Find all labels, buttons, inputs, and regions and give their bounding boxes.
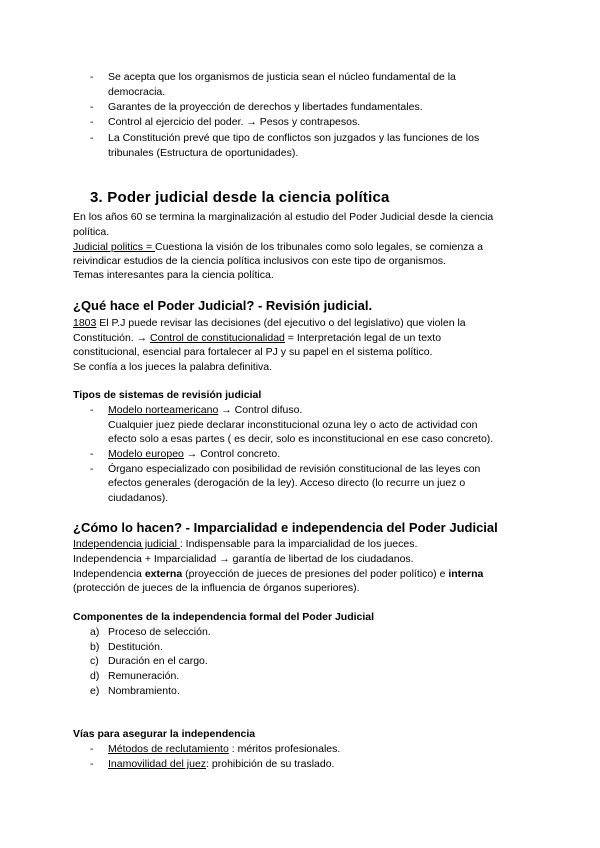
intro-bullet-4-line-2: tribunales (Estructura de oportunidades). (108, 147, 299, 159)
revision-line-2-post: = Interpretación legal de un texto (284, 332, 442, 344)
section-3-paragraph-line-1: En los años 60 se termina la marginalización al estudio del Poder Judicial desde la ciencia (73, 211, 494, 223)
list-item: Destitución. (108, 641, 163, 653)
equals-sign: = (143, 241, 155, 253)
bullet-mark: - (90, 758, 94, 770)
tipos-bullet-1-rest: → Control difuso. (218, 404, 303, 416)
vias-bullet-2 (108, 757, 508, 772)
revision-line-2 (73, 331, 441, 346)
judicial-politics-term: Judicial politics (73, 241, 144, 253)
tipos-bullet-3-line-3: ciudadanos). (108, 492, 169, 504)
revision-line-1-text: El P.J puede revisar las decisiones (del ejecutivo o del legislativo) que violen la (96, 317, 466, 329)
tipos-bullet-2 (108, 447, 508, 462)
vias-bullet-2-rest: : prohibición de su traslado. (206, 758, 335, 770)
list-item-number: d) (90, 670, 100, 682)
list-item-number: a) (90, 626, 100, 638)
intro-bullet-1-line-1: Se acepta que los organismos de justicia sean el núcleo fundamental de la (108, 71, 456, 83)
vias-heading: Vías para asegurar la independencia (73, 728, 256, 740)
section-3-heading: 3. Poder judicial desde la ciencia política (90, 189, 390, 206)
bullet-mark: - (90, 448, 94, 460)
modelo-norteamericano-term: Modelo norteamericano (108, 404, 219, 416)
tipos-bullet-1-line-3: efecto solo a esas partes ( es decir, solo es inconstitucional en ese caso concreto). (108, 433, 494, 445)
como-line-3-c: (proyección de jueces de presiones del poder político) e (182, 568, 449, 580)
bullet-mark: - (90, 463, 94, 475)
year-1803: 1803 (73, 317, 97, 329)
tipos-bullet-2-rest: → Control concreto. (183, 448, 281, 460)
intro-bullet-4-line-1: La Constitución prevé que tipo de conflictos son juzgados y las funciones de los (108, 132, 480, 144)
revision-line-4: Se confía a los jueces la palabra definitiva. (73, 361, 273, 373)
list-item: Remuneración. (108, 670, 180, 682)
como-line-1-rest: : Indispensable para la imparcialidad de los jueces. (179, 538, 418, 550)
como-line-2: Independencia + Imparcialidad → garantía de libertad de los ciudadanos. (73, 553, 414, 565)
revision-line-2-pre: Constitución. → (73, 332, 151, 344)
revision-line-1 (73, 316, 466, 331)
componentes-heading: Componentes de la independencia formal del Poder Judicial (73, 611, 375, 623)
control-constitucionalidad-term: Control de constitucionalidad (150, 332, 285, 344)
list-item: Duración en el cargo. (108, 655, 208, 667)
modelo-europeo-term: Modelo europeo (108, 448, 184, 460)
externa-term: externa (144, 568, 183, 580)
como-line-4: (protección de jueces de la influencia de órganos superiores). (73, 582, 360, 594)
que-hace-heading: ¿Qué hace el Poder Judicial? - Revisión judicial. (73, 298, 373, 313)
judicial-politics-line (73, 240, 483, 255)
tipos-bullet-1-line-2: Cualquier juez piede declarar inconstitucional ozuna ley o acto de actividad con (108, 419, 478, 431)
tipos-bullet-1 (108, 403, 508, 418)
vias-bullet-1-rest: : méritos profesionales. (228, 743, 341, 755)
metodos-reclutamiento-term: Métodos de reclutamiento (108, 743, 229, 755)
section-3-paragraph-line-2: política. (73, 226, 110, 238)
como-line-1 (73, 537, 417, 552)
intro-bullet-3: Control al ejercicio del poder. → Pesos y contrapesos. (108, 116, 361, 128)
list-item-number: e) (90, 685, 100, 697)
inamovilidad-juez-term: Inamovilidad del juez (108, 758, 207, 770)
list-item: Nombramiento. (108, 685, 180, 697)
list-item-number: c) (90, 655, 99, 667)
topics-line: Temas interesantes para la ciencia política. (73, 269, 274, 281)
bullet-mark: - (90, 404, 94, 416)
revision-line-3: constitucional, esencial para fortalecer al PJ y su papel en el sistema político. (73, 346, 433, 358)
bullet-mark: - (90, 743, 94, 755)
intro-bullet-1-line-2: democracia. (108, 86, 166, 98)
bullet-mark: - (90, 71, 94, 83)
list-item-number: b) (90, 641, 100, 653)
bullet-mark: - (90, 132, 94, 144)
como-line-3 (73, 567, 483, 582)
list-item: Proceso de selección. (108, 626, 211, 638)
como-line-3-a: Independencia (73, 568, 145, 580)
vias-bullet-1 (108, 742, 508, 757)
bullet-mark: - (90, 101, 94, 113)
judicial-politics-line-2: reivindicar estudios de la ciencia política inclusivos con este tipo de organismos. (73, 255, 446, 267)
tipos-bullet-3-line-1: Órgano especializado con posibilidad de revisión constitucional de las leyes con (108, 463, 481, 475)
intro-bullet-2: Garantes de la proyección de derechos y libertades fundamentales. (108, 101, 423, 113)
interna-term: interna (448, 568, 484, 580)
judicial-politics-definition: Cuestiona la visión de los tribunales como solo legales, se comienza a (155, 241, 484, 253)
independencia-judicial-term: Independencia judicial (73, 538, 180, 550)
tipos-bullet-3-line-2: efectos generales (derogación de la ley). Acceso directo (lo recurre un juez o (108, 477, 466, 489)
tipos-heading: Tipos de sistemas de revisión judicial (73, 389, 262, 401)
bullet-mark: - (90, 116, 94, 128)
como-heading: ¿Cómo lo hacen? - Imparcialidad e independencia del Poder Judicial (73, 520, 498, 535)
